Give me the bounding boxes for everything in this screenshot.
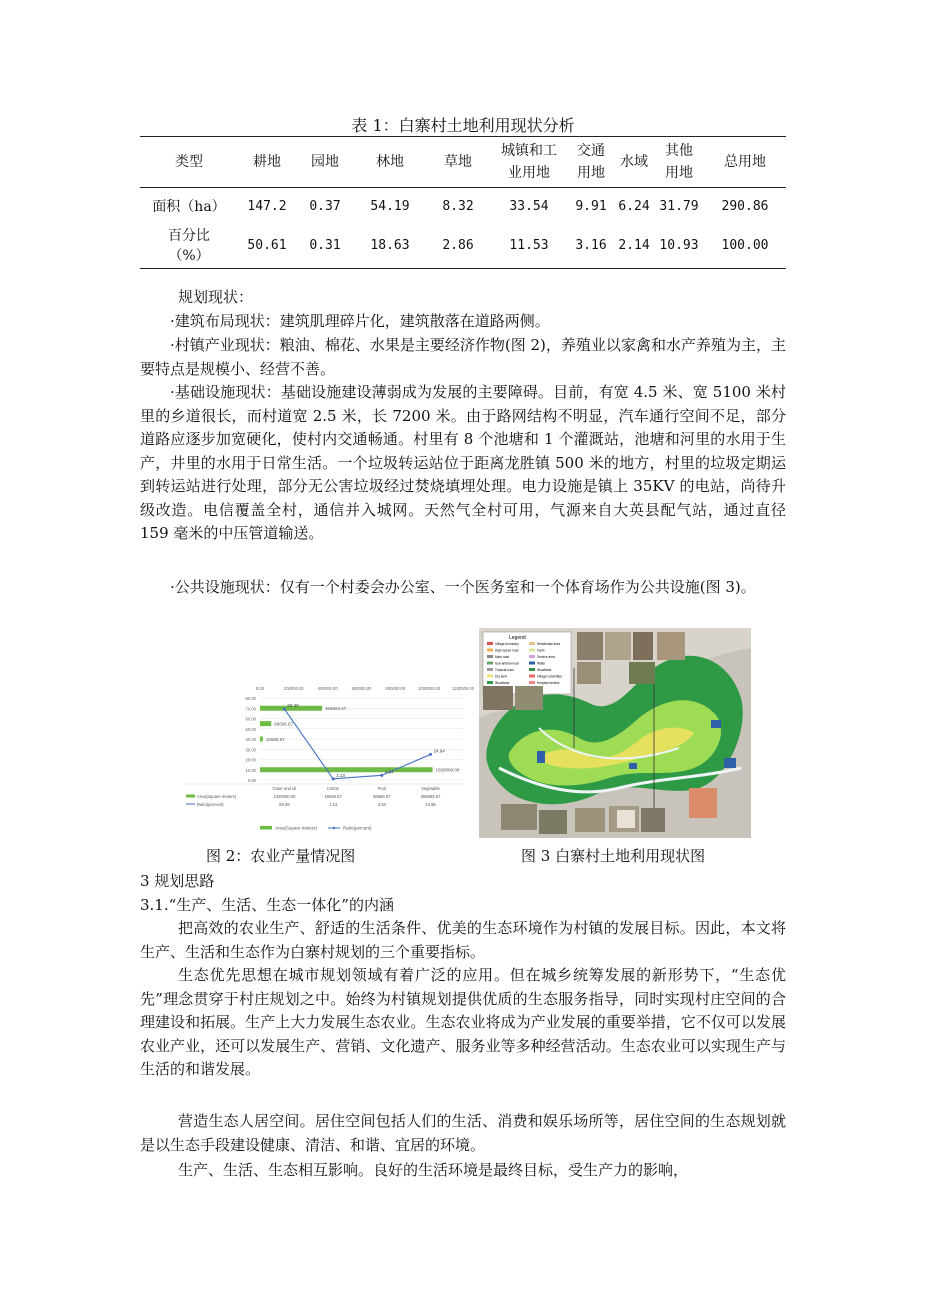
paragraph-public-facilities: ·公共设施现状：仅有一个村委会办公室、一个医务室和一个体育场作为公共设施(图 3)。 xyxy=(170,578,756,596)
ratio-point xyxy=(380,774,383,777)
legend-bar-key xyxy=(260,826,272,830)
map-legend-swatch xyxy=(487,668,493,671)
bar-value-label: 16666.67 xyxy=(265,736,285,742)
subsection-heading: 3.1.“生产、生活、生态一体化”的内涵 xyxy=(140,896,394,914)
table-header-cell xyxy=(568,137,614,188)
table-cell: 147.2 xyxy=(247,198,287,214)
table-cell: 11.53 xyxy=(490,224,568,269)
table-value: 4.54 xyxy=(377,802,386,807)
ratio-value-label: 69.39 xyxy=(287,702,299,708)
header-line: 水域 xyxy=(620,154,648,170)
y-tick-label: 10.00 xyxy=(245,767,256,773)
table-header-cell xyxy=(654,137,704,188)
table-header-row xyxy=(140,137,786,188)
category-label: Grain and oil xyxy=(272,786,297,791)
bar-value-label: 66666.67 xyxy=(274,721,294,727)
paragraph-infrastructure: ·基础设施现状：基础设施建设薄弱成为发展的主要障碍。目前，有宽 4.5 米、宽 5100 米村里的乡道很长，而村道宽 2.5 米，长 7200 米。由于路网结构不明显，汽车通行空间不足，部分道路应逐步加宽硬化，使村内交通畅通。村里有 8 个池塘和 1 个灌溉站，池塘和河里的水用于生产，井里的水用于日常生活。一个垃圾转运站位于距离龙胜镇 500 米的地方，村里的垃圾定期运到转运站进行处理，部分无公害垃圾经过焚烧填埋处理。电力设施是镇上 35KV 的电站，尚待升级改造。电信覆盖全村，通信并入城网。天然气全村可用，气源来自大英县配气站，通过直径 159 毫米的中压管道输送。 xyxy=(140,383,786,542)
table-value: 1020000.00 xyxy=(273,794,296,799)
map-legend-label: Service area xyxy=(537,655,555,659)
header-line: 类型 xyxy=(175,154,203,170)
row-label-line: 百分比 xyxy=(168,228,210,244)
table-header-cell xyxy=(426,137,490,188)
header-line: 园地 xyxy=(311,154,339,170)
table-cell: 3.16 xyxy=(568,224,614,269)
table-cell: 8.32 xyxy=(442,198,474,214)
y-tick-label: 50.00 xyxy=(245,726,256,732)
table-cell: 31.79 xyxy=(659,198,699,214)
table-header-cell xyxy=(490,137,568,188)
row-label xyxy=(140,224,238,269)
header-line: 林地 xyxy=(376,154,404,170)
y-tick-label: 20.00 xyxy=(245,757,256,763)
section-heading: 3 规划思路 xyxy=(140,872,215,890)
category-label: Vegetable xyxy=(421,786,440,791)
row-label xyxy=(140,188,238,225)
row-label-line: 面积（ha） xyxy=(152,199,226,215)
paragraph-living-space: 营造生态人居空间。居住空间包括人们的生活、消费和娱乐场所等，居住空间的生态规划就是以生态手段建设健康、清洁、和谐、宜居的环境。 xyxy=(140,1112,786,1154)
table-header-cell xyxy=(238,137,296,188)
table-row xyxy=(140,188,786,225)
table-cell: 2.86 xyxy=(426,224,490,269)
table-cell: 54.19 xyxy=(370,198,410,214)
table-series-name: Ratio(percent) xyxy=(197,802,224,807)
header-line: 业用地 xyxy=(508,165,550,181)
table-cell: 0.31 xyxy=(296,224,354,269)
map-legend-label: Dry land xyxy=(495,674,507,679)
y-tick-label: 0.00 xyxy=(247,778,256,783)
x-tick-label: 800000.00 xyxy=(385,686,406,691)
table-cell: 33.54 xyxy=(509,198,549,214)
figure-3-caption: 图 3 白寨村土地利用现状图 xyxy=(521,847,706,865)
bar-value-label: 1020000.00 xyxy=(435,767,460,773)
y-tick-label: 70.00 xyxy=(245,706,256,712)
map-legend-label: Water xyxy=(537,661,546,666)
table-header-cell xyxy=(704,137,786,188)
map-legend-swatch xyxy=(487,681,493,684)
table-value: 69.39 xyxy=(279,802,290,807)
agriculture-output-chart xyxy=(178,678,475,838)
header-line: 用地 xyxy=(577,165,605,181)
map-legend-label: Woodland xyxy=(537,668,552,672)
table-value: 66666.67 xyxy=(373,794,391,799)
table-cell: 10.93 xyxy=(654,224,704,269)
table-value: 16666.67 xyxy=(324,794,342,799)
table-caption: 表 1：白寨村土地利用现状分析 xyxy=(351,116,575,135)
table-cell: 0.37 xyxy=(309,198,341,214)
map-legend-swatch xyxy=(529,675,535,678)
paragraph-industry: ·村镇产业现状：粮油、棉花、水果是主要经济作物(图 2)，养殖业以家禽和水产养殖为主，主要特点是规模小、经营不善。 xyxy=(140,336,786,378)
table-row xyxy=(140,224,786,269)
table-cell: 100.00 xyxy=(704,224,786,269)
header-line: 耕地 xyxy=(253,154,281,170)
legend-line-marker xyxy=(333,827,335,829)
ratio-point xyxy=(283,707,286,710)
x-tick-label: 400000.00 xyxy=(317,686,338,691)
planning-label: 规划现状： xyxy=(178,288,254,306)
category-label: Fruit xyxy=(377,786,386,791)
header-line: 用地 xyxy=(665,165,693,181)
map-legend-label: Sub-arterial road xyxy=(495,661,519,666)
map-legend-swatch xyxy=(529,655,535,658)
table-header-cell xyxy=(296,137,354,188)
row-label-line: （%） xyxy=(168,248,210,264)
table-header-cell xyxy=(140,137,238,188)
x-tick-label: 600000.00 xyxy=(351,686,372,691)
header-line: 其他 xyxy=(665,143,693,159)
map-legend-swatch xyxy=(487,649,493,652)
map-graphic xyxy=(479,628,751,838)
map-legend-swatch xyxy=(487,655,493,658)
paragraph-ecology-first: 生态优先思想在城市规划领域有着广泛的应用。但在城乡统筹发展的新形势下，“生态优先”理念贯穿于村庄规划之中。始终为村镇规划提供优质的生态服务指导，同时实现村庄空间的合理建设和拓展。生产上大力发展生态农业。生态农业将成为产业发展的重要举措，它不仅可以发展农业产业，还可以发展生产、营销、文化遗产、服务业等多种经营活动。生态农业可以实现生产与生活的和谐发展。 xyxy=(140,966,786,1078)
map-legend-swatch xyxy=(529,649,535,652)
map-legend-label: Residential area xyxy=(537,642,561,646)
header-line: 城镇和工 xyxy=(501,143,557,159)
header-line: 草地 xyxy=(444,154,472,170)
map-legend-title: Legend xyxy=(509,635,526,641)
ratio-value-label: 4.54 xyxy=(384,769,394,775)
land-use-map xyxy=(479,628,751,838)
table-cell: 290.86 xyxy=(721,198,769,214)
table-header-cell xyxy=(354,137,426,188)
paragraph-interaction: 生产、生活、生态相互影响。良好的生活环境是最终目标，受生产力的影响， xyxy=(178,1161,689,1179)
y-tick-label: 30.00 xyxy=(245,747,256,753)
table-value: 24.96 xyxy=(425,802,436,807)
table-cell: 18.63 xyxy=(354,224,426,269)
map-legend-label: Village committee xyxy=(537,674,563,679)
land-use-table xyxy=(140,136,786,269)
map-legend-swatch xyxy=(487,642,493,645)
map-legend-label: Farm xyxy=(537,648,545,653)
table-cell: 6.24 xyxy=(618,198,650,214)
ratio-value-label: 1.13 xyxy=(336,772,345,778)
table-legend-key xyxy=(186,795,195,798)
y-tick-label: 60.00 xyxy=(245,716,256,722)
table-value: 366666.67 xyxy=(420,794,441,799)
x-tick-label: 1200000.00 xyxy=(451,686,475,691)
bar xyxy=(260,737,263,742)
paragraph-goal: 把高效的农业生产、舒适的生活条件、优美的生态环境作为村镇的发展目标。因此，本文将生产、生活和生态作为白寨村规划的三个重要指标。 xyxy=(140,919,786,961)
map-legend-swatch xyxy=(487,675,493,678)
y-tick-label: 40.00 xyxy=(245,737,256,742)
map-legend-swatch xyxy=(487,662,493,665)
map-legend-label: Woodland xyxy=(495,681,510,685)
x-tick-label: 0.00 xyxy=(255,686,265,691)
figure-2-caption: 图 2：农业产量情况图 xyxy=(206,847,356,865)
header-line: 交通 xyxy=(577,143,605,159)
ratio-value-label: 24.94 xyxy=(433,748,445,754)
map-legend-swatch xyxy=(529,662,535,665)
map-legend-swatch xyxy=(529,668,535,671)
map-legend-label: Village boundary xyxy=(495,642,519,646)
paragraph-building-layout: ·建筑布局现状：建筑肌理碎片化，建筑散落在道路两侧。 xyxy=(170,312,550,330)
y-tick-label: 80.00 xyxy=(245,696,256,701)
bar xyxy=(260,721,271,726)
header-line: 总用地 xyxy=(724,154,766,170)
ratio-point xyxy=(429,753,432,756)
ratio-point xyxy=(332,777,335,780)
map-legend-swatch xyxy=(529,681,535,684)
category-label: Cotton xyxy=(326,786,340,791)
table-series-name: Area(Square meters) xyxy=(197,794,237,799)
legend-line-label: Ratio(percent) xyxy=(343,825,372,831)
table-header-cell xyxy=(614,137,654,188)
x-tick-label: 1000000.00 xyxy=(418,686,441,691)
table-cell: 50.61 xyxy=(238,224,296,269)
table-value: 1.13 xyxy=(329,802,338,807)
table-cell: 9.91 xyxy=(575,198,607,214)
map-legend-label: Tropical road xyxy=(495,668,514,672)
map-legend-label: Main road xyxy=(495,655,510,659)
x-tick-label: 200000.00 xyxy=(283,686,304,691)
table-cell: 2.14 xyxy=(614,224,654,269)
bar-value-label: 366666.67 xyxy=(325,706,347,712)
map-legend-label: High speed road xyxy=(495,648,519,653)
legend-bar-label: Area(Square meters) xyxy=(275,825,318,831)
map-legend-swatch xyxy=(529,642,535,645)
map-legend-label: Hospital service xyxy=(537,681,560,685)
